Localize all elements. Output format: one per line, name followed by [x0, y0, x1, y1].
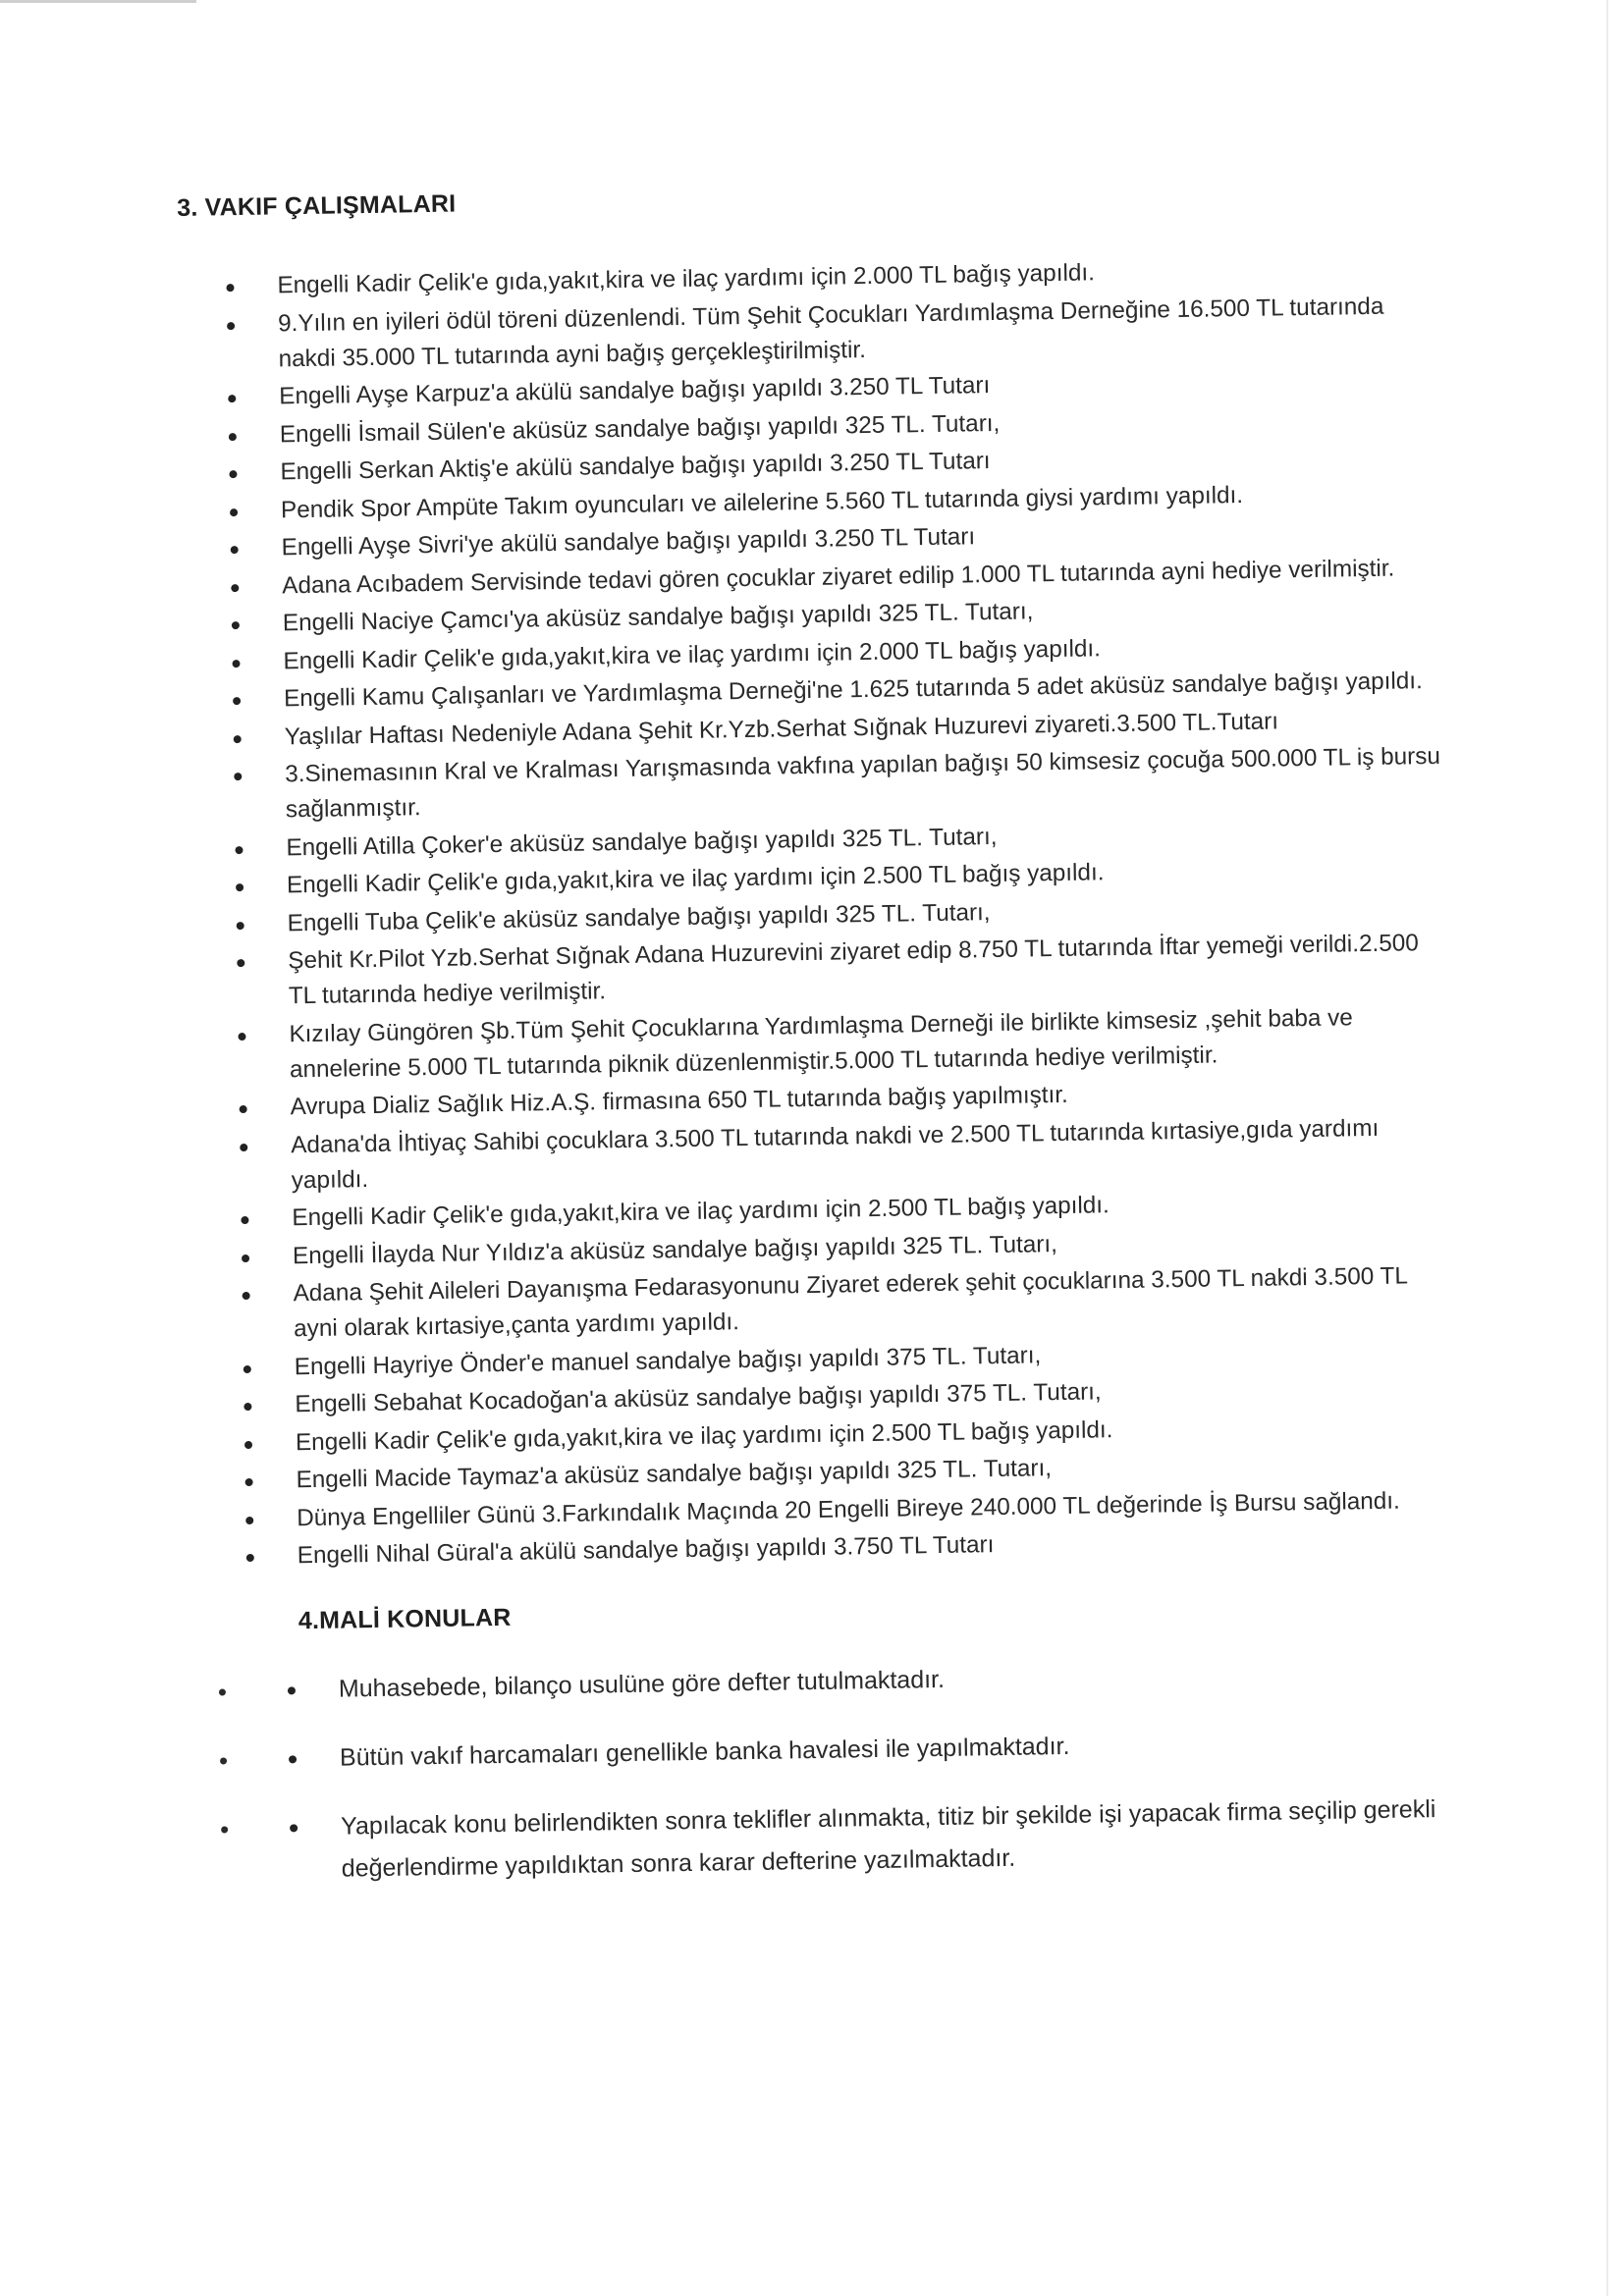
section-title-mali-konular: 4.MALİ KONULAR: [298, 1603, 512, 1635]
section-mali-konular: [199, 1588, 1480, 1892]
list-item: Engelli Kamu Çalışanları ve Yardımlaşma Derneği'ne 1.625 tutarında 5 adet aküsüz sandalye bağışı yapıldı.: [185, 664, 1442, 719]
list-item: • Bütün vakıf harcamaları genellikle banka havalesi ile yapılmaktadır.: [241, 1719, 1479, 1781]
list-item: Avrupa Dializ Sağlık Hiz.A.Ş. firmasına 650 TL tutarında bağış yapılmıştır.: [190, 1072, 1448, 1127]
list-item: 3.Sinemasının Kral ve Kralması Yarışmasında vakfına yapılan bağışı 50 kimsesiz çocuğa 500.000 TL iş bursu sağlanmıştır.: [186, 739, 1444, 829]
section-vakif-calismalari: [177, 175, 1475, 1575]
list-item: Engelli Serkan Aktiş'e akülü sandalye bağışı yapıldı 3.250 TL Tutarı: [181, 437, 1438, 492]
section-title-vakif-calismalari: 3. VAKIF ÇALIŞMALARI: [177, 189, 457, 222]
list-item: • Yapılacak konu belirlendikten sonra teklifler alınmakta, titiz bir şekilde işi yapacak firma seçilip gerekli değerlendirme yapıldıktan sonra karar defterine yazılmaktadır.: [242, 1788, 1480, 1892]
list-item: Engelli Sebahat Kocadoğan'a aküsüz sandalye bağışı yapıldı 375 TL. Tutarı,: [195, 1369, 1453, 1424]
list-item: Engelli Kadir Çelik'e gıda,yakıt,kira ve ilaç yardımı için 2.000 TL bağış yapıldı.: [184, 625, 1441, 680]
list-item: Engelli Kadir Çelik'e gıda,yakıt,kira ve ilaç yardımı için 2.500 TL bağış yapıldı.: [196, 1407, 1454, 1462]
finance-list: [200, 1650, 1480, 1892]
list-item: Şehit Kr.Pilot Yzb.Serhat Sığnak Adana Huzurevini ziyaret edip 8.750 TL tutarında İftar yemeği verildi.2.500 TL tutarında hediye verilmiştir.: [189, 926, 1447, 1016]
list-item: Adana Acıbadem Servisinde tedavi gören çocuklar ziyaret edilip 1.000 TL tutarında ayni hediye verilmiştir.: [183, 550, 1440, 605]
list-item: Engelli Hayriye Önder'e manuel sandalye bağışı yapıldı 375 TL. Tutarı,: [195, 1331, 1453, 1386]
list-item: Engelli Tuba Çelik'e aküsüz sandalye bağışı yapıldı 325 TL. Tutarı,: [188, 887, 1445, 942]
list-item: Engelli Kadir Çelik'e gıda,yakıt,kira ve ilaç yardımı için 2.500 TL bağış yapıldı.: [192, 1183, 1450, 1238]
list-item: Pendik Spor Ampüte Takım oyuncuları ve ailelerine 5.560 TL tutarında giysi yardımı yapıldı.: [182, 474, 1439, 529]
list-item: Dünya Engelliler Günü 3.Farkındalık Maçında 20 Engelli Bireye 240.000 TL değerinde İş Bursu sağlandı.: [197, 1482, 1455, 1537]
list-item: Engelli Macide Taymaz'a aküsüz sandalye bağışı yapıldı 325 TL. Tutarı,: [196, 1445, 1454, 1500]
document-content: [177, 175, 1480, 1919]
list-item: Engelli İlayda Nur Yıldız'a aküsüz sandalye bağışı yapıldı 325 TL. Tutarı,: [193, 1220, 1451, 1275]
list-item: Yaşlılar Haftası Nedeniyle Adana Şehit Kr.Yzb.Serhat Sığnak Huzurevi ziyareti.3.500 TL.Tutarı: [185, 701, 1442, 756]
list-item: Adana Şehit Aileleri Dayanışma Fedarasyonunu Ziyaret ederek şehit çocuklarına 3.500 TL nakdi 3.500 TL ayni olarak kırtasiye,çanta yardımı yapıldı.: [193, 1258, 1452, 1349]
list-item: 9.Yılın en iyileri ödül töreni düzenlendi. Tüm Şehit Çocukları Yardımlaşma Derneğine 16.500 TL tutarında nakdi 35.000 TL tutarında ayni bağış gerçekleştirilmiştir.: [179, 288, 1437, 378]
scan-artifact-edge: [1606, 0, 1608, 2296]
list-item: • Muhasebede, bilanço usulüne göre defter tutulmaktadır.: [240, 1650, 1478, 1712]
scan-artifact-top: [0, 0, 196, 3]
list-item: Engelli Naciye Çamcı'ya aküsüz sandalye bağışı yapıldı 325 TL. Tutarı,: [184, 588, 1441, 643]
list-item: Engelli Ayşe Sivri'ye akülü sandalye bağışı yapıldı 3.250 TL Tutarı: [182, 512, 1439, 567]
list-item: Engelli Kadir Çelik'e gıda,yakıt,kira ve ilaç yardımı için 2.500 TL bağış yapıldı.: [188, 850, 1445, 905]
list-item: Kızılay Güngören Şb.Tüm Şehit Çocuklarına Yardımlaşma Derneği ile birlikte kimsesiz ,şehit baba ve annelerine 5.000 TL tutarında piknik düzenlenmiştir.5.000 TL tutarında hediye verilmiştir.: [189, 998, 1448, 1089]
activity-list: [178, 250, 1475, 1575]
list-item: Engelli Kadir Çelik'e gıda,yakıt,kira ve ilaç yardımı için 2.000 TL bağış yapıldı.: [178, 250, 1435, 305]
list-item: Adana'da İhtiyaç Sahibi çocuklara 3.500 TL tutarında nakdi ve 2.500 TL tutarında kırtasiye,gıda yardımı yapıldı.: [191, 1109, 1450, 1200]
list-item: Engelli Atilla Çoker'e aküsüz sandalye bağışı yapıldı 325 TL. Tutarı,: [187, 812, 1444, 867]
list-item: Engelli Ayşe Karpuz'a akülü sandalye bağışı yapıldı 3.250 TL Tutarı: [180, 361, 1437, 416]
list-item: Engelli Nihal Güral'a akülü sandalye bağışı yapıldı 3.750 TL Tutarı: [198, 1521, 1456, 1575]
list-item: Engelli İsmail Sülen'e aküsüz sandalye bağışı yapıldı 325 TL. Tutarı,: [181, 399, 1438, 454]
